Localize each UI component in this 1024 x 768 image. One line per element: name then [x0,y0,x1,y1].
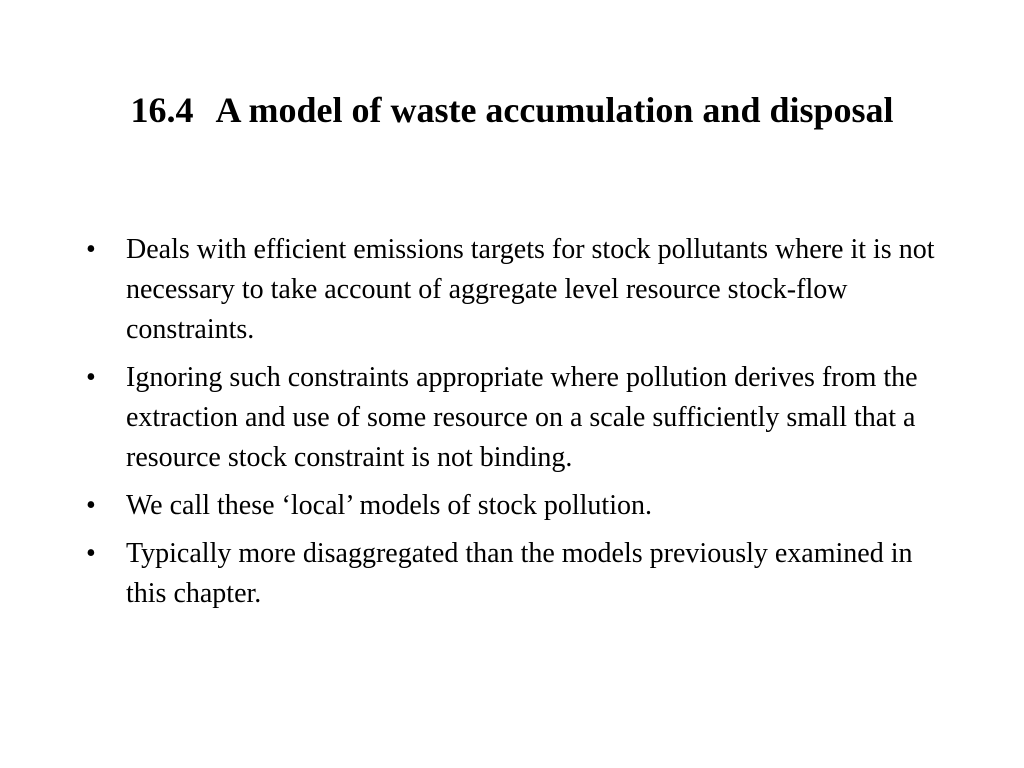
bullet-item [86,486,946,526]
section-number: 16.4 [130,90,194,130]
bullet-list [86,230,946,622]
bullet-text: We call these ‘local’ models of stock pollution. [126,490,652,521]
bullet-item [86,358,946,478]
bullet-text: Ignoring such constraints appropriate where pollution derives from the extraction and use of some resource on a scale sufficiently small that a resource stock constraint is not binding. [126,362,918,473]
title-text: A model of waste accumulation and disposal [215,90,894,130]
bullet-item [86,230,946,350]
bullet-marker: • [86,362,96,393]
bullet-marker: • [86,490,96,521]
bullet-text: Deals with efficient emissions targets for stock pollutants where it is not necessary to take account of aggregate level resource stock-flow constraints. [126,234,935,345]
bullet-item [86,534,946,614]
bullet-text: Typically more disaggregated than the models previously examined in this chapter. [126,538,913,609]
bullet-marker: • [86,234,96,265]
slide-title [120,87,904,133]
bullet-marker: • [86,538,96,569]
